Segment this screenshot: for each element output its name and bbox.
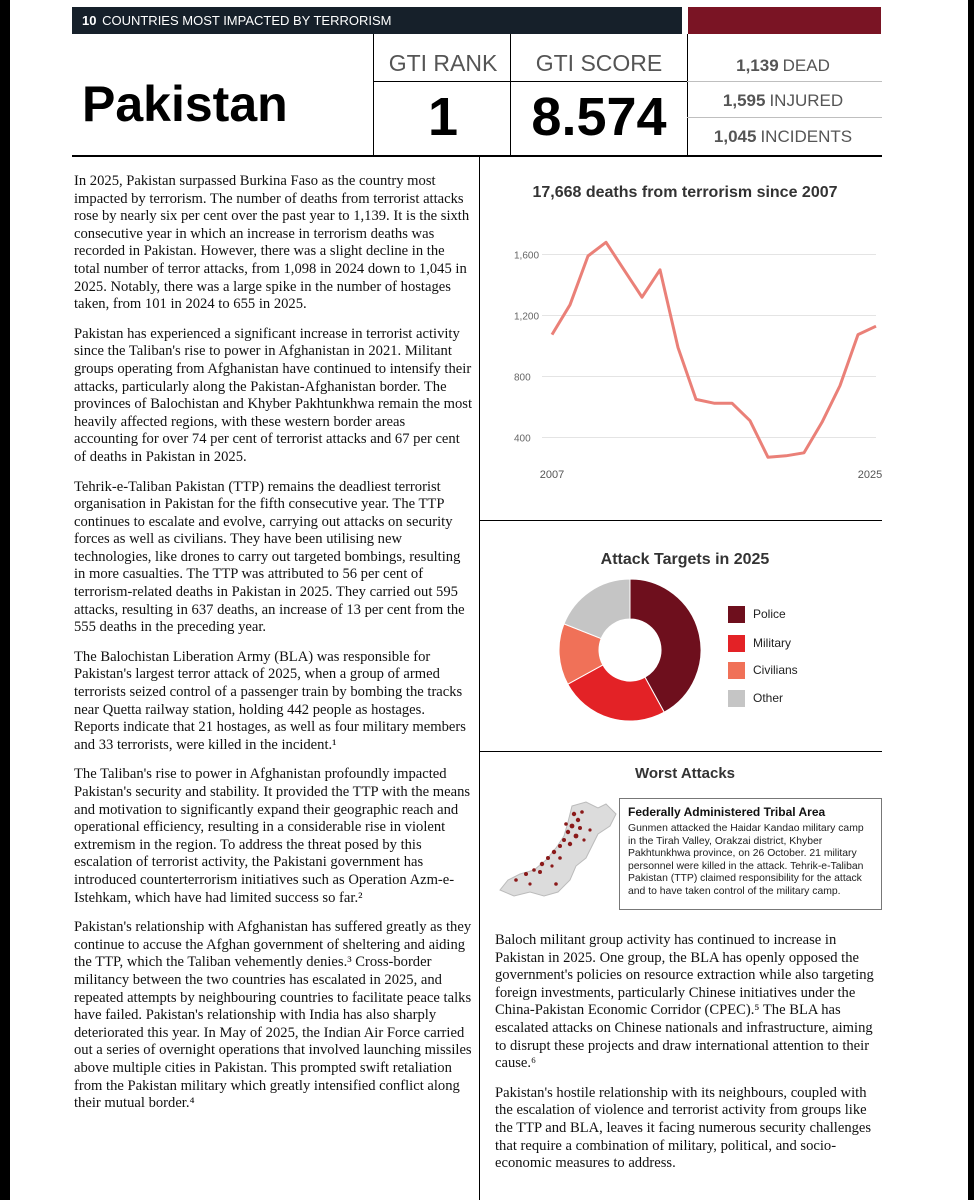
pakistan-map bbox=[494, 800, 634, 904]
stat-incidents-label: INCIDENTS bbox=[760, 127, 853, 146]
paragraph: Pakistan's hostile relationship with its neighbours, coupled with the escalation of violence and terrorist activity from groups like the TTP and BLA, leaves it facing numerous security challenges that require a combination of military, political, and socio-economic measures to address. bbox=[495, 1084, 872, 1172]
x-tick-label: 2025 bbox=[857, 469, 882, 481]
country-name: Pakistan bbox=[82, 76, 288, 132]
deaths-line-chart bbox=[490, 210, 882, 490]
worst-attack-callout bbox=[619, 798, 882, 910]
stat-dead-value: 1,139 bbox=[736, 56, 779, 75]
legend-swatch-military bbox=[728, 635, 745, 652]
chart-separator-2 bbox=[479, 751, 882, 752]
y-tick-label: 800 bbox=[514, 372, 531, 384]
section-number: 10 bbox=[82, 13, 97, 28]
legend-label: Civilians bbox=[753, 663, 798, 677]
stat-injured-value: 1,595 bbox=[722, 91, 766, 110]
legend-other bbox=[728, 689, 783, 707]
header-accent-bar bbox=[688, 7, 881, 34]
report-page bbox=[10, 0, 968, 1200]
stat-incidents-value: 1,045 bbox=[713, 127, 757, 146]
paragraph: Pakistan's relationship with Afghanistan has suffered greatly as they continue to accuse the Afghan government of sheltering and aiding the TTP, which the Taliban vehemently denies.³ Cross-border militancy between the two countries has escalated in 2025, and repeated attempts by neighbouring countries to facilitate peace talks have failed. Pakistan's relationship with India has also sharply deteriorated this year. In May of 2025, the Indian Air Force carried out a series of overnight operations that involved launching missiles above multiple cities in Pakistan. This prompted swift retaliation from the Pakistan military which greatly intensified conflict along their mutual border.⁴ bbox=[74, 919, 472, 1112]
gti-rank-value: 1 bbox=[427, 87, 459, 147]
map-outline bbox=[500, 802, 616, 896]
legend-police bbox=[728, 605, 786, 623]
y-tick-label: 1,200 bbox=[514, 311, 540, 323]
legend-label: Other bbox=[753, 691, 784, 705]
divider-rank bbox=[373, 34, 374, 156]
gti-score-value: 8.574 bbox=[531, 87, 667, 147]
section-title: COUNTRIES MOST IMPACTED BY TERRORISM bbox=[102, 13, 392, 28]
stat-dead-label: DEAD bbox=[782, 56, 830, 75]
divider-score bbox=[510, 34, 511, 156]
paragraph: Tehrik-e-Taliban Pakistan (TTP) remains the deadliest terrorist organisation in Pakistan for the fifth consecutive year. The TTP continues to escalate and evolve, carrying out attacks on security forces as well as civilians. They have been utilising new technologies, like drones to carry out targeted bombings, resulting in more casualties. The TTP was attributed to 56 per cent of terrorism-related deaths in Pakistan in 2025. They carried out 595 attacks, resulting in 637 deaths, an increase of 13 per cent from the 555 deaths in the preceding year. bbox=[74, 478, 465, 636]
pie-chart-title: Attack Targets in 2025 bbox=[600, 551, 770, 568]
legend-civilians bbox=[728, 661, 798, 679]
stat-injured bbox=[688, 91, 878, 111]
paragraph: Baloch militant group activity has continued to increase in Pakistan in 2025. One group, the BLA has openly opposed the government's policies on resource extraction while also targeting foreign investments, particularly Chinese initiatives under the China-Pakistan Economic Corridor (CPEC).⁵ The BLA has escalated attacks on Chinese nationals and infrastructure, aiming to disrupt these projects and draw international attention to their cause.⁶ bbox=[495, 932, 874, 1072]
paragraph: Pakistan has experienced a significant increase in terrorist activity since the Taliban's rise to power in Afghanistan in 2021. Militant groups operating from Afghanistan have continued to intensify their attacks, particularly along the Pakistan-Afghanistan border. The provinces of Balochistan and Khyber Pakhtunkhwa remain the most heavily affected regions, with these western border areas accounting for over 74 per cent of terrorist attacks and 67 per cent of deaths in Pakistan in 2025. bbox=[74, 325, 472, 465]
header-rule bbox=[373, 81, 687, 82]
stat-incidents bbox=[688, 127, 878, 147]
legend-swatch-police bbox=[728, 606, 745, 623]
right-column-text bbox=[495, 932, 880, 1185]
gti-score-label: GTI SCORE bbox=[535, 50, 663, 76]
chart-separator-1 bbox=[479, 520, 882, 521]
callout-text: Gunmen attacked the Haidar Kandao military camp in the Tirah Valley, Orakzai district, Khyber Pakhtunkhwa province, on 26 October. 21 military personnel were killed in the attack. Tehrik-e-Taliban Pakistan (TTP) claimed responsibility for the attack and to have taken control of the military camp. bbox=[628, 823, 864, 897]
y-tick-label: 1,600 bbox=[514, 250, 540, 262]
legend-military bbox=[728, 634, 791, 652]
stats-rule-2 bbox=[687, 117, 882, 118]
column-divider bbox=[479, 157, 480, 1200]
callout-title: Federally Administered Tribal Area bbox=[628, 805, 826, 819]
x-tick-label: 2007 bbox=[539, 469, 565, 481]
paragraph: The Balochistan Liberation Army (BLA) was responsible for Pakistan's largest terror attack of 2025, when a group of armed terrorists seized control of a passenger train by bombing the tracks near Quetta railway station, holding 442 people as hostages. Reports indicate that 21 hostages, as well as four military members and 33 terrorists, were killed in the incident.¹ bbox=[74, 648, 466, 753]
stat-injured-label: INJURED bbox=[769, 91, 844, 110]
stats-rule-1 bbox=[687, 81, 882, 82]
line-chart-title: 17,668 deaths from terrorism since 2007 bbox=[532, 184, 838, 201]
header-bottom-rule bbox=[72, 155, 882, 157]
legend-label: Military bbox=[753, 636, 791, 650]
legend-swatch-other bbox=[728, 690, 745, 707]
paragraph: In 2025, Pakistan surpassed Burkina Faso as the country most impacted by terrorism. The number of deaths from terrorist attacks rose by nearly six per cent over the past year to 1,139. It is the sixth consecutive year in which an increase in terrorism deaths was recorded in Pakistan. However, there was a slight decline in the total number of terror attacks, from 1,098 in 2024 down to 1,045 in 2025. Notably, there was a large spike in the number of hostages taken, from 101 in 2024 to 655 in 2025. bbox=[74, 173, 470, 313]
deaths-series-line bbox=[552, 242, 876, 457]
attack-targets-donut bbox=[555, 575, 705, 725]
left-column-text bbox=[74, 173, 472, 1125]
legend-swatch-civilians bbox=[728, 662, 745, 679]
legend-label: Police bbox=[753, 607, 786, 621]
y-tick-label: 400 bbox=[514, 433, 531, 445]
stat-dead bbox=[688, 56, 878, 76]
gti-rank-label: GTI RANK bbox=[388, 50, 498, 76]
worst-attacks-heading: Worst Attacks bbox=[634, 765, 736, 782]
section-header-bar bbox=[72, 7, 682, 34]
paragraph: The Taliban's rise to power in Afghanistan profoundly impacted Pakistan's security and stability. It provided the TTP with the means and motivation to significantly expand their geographic reach and operational efficiency, resulting in a considerable rise in violent extremism in the region. To address the threat posed by this escalation of terrorist activity, the Pakistani government has introduced counterterrorism initiatives such as Operation Azm-e-Istehkam, which have had limited success so far.² bbox=[74, 766, 471, 906]
